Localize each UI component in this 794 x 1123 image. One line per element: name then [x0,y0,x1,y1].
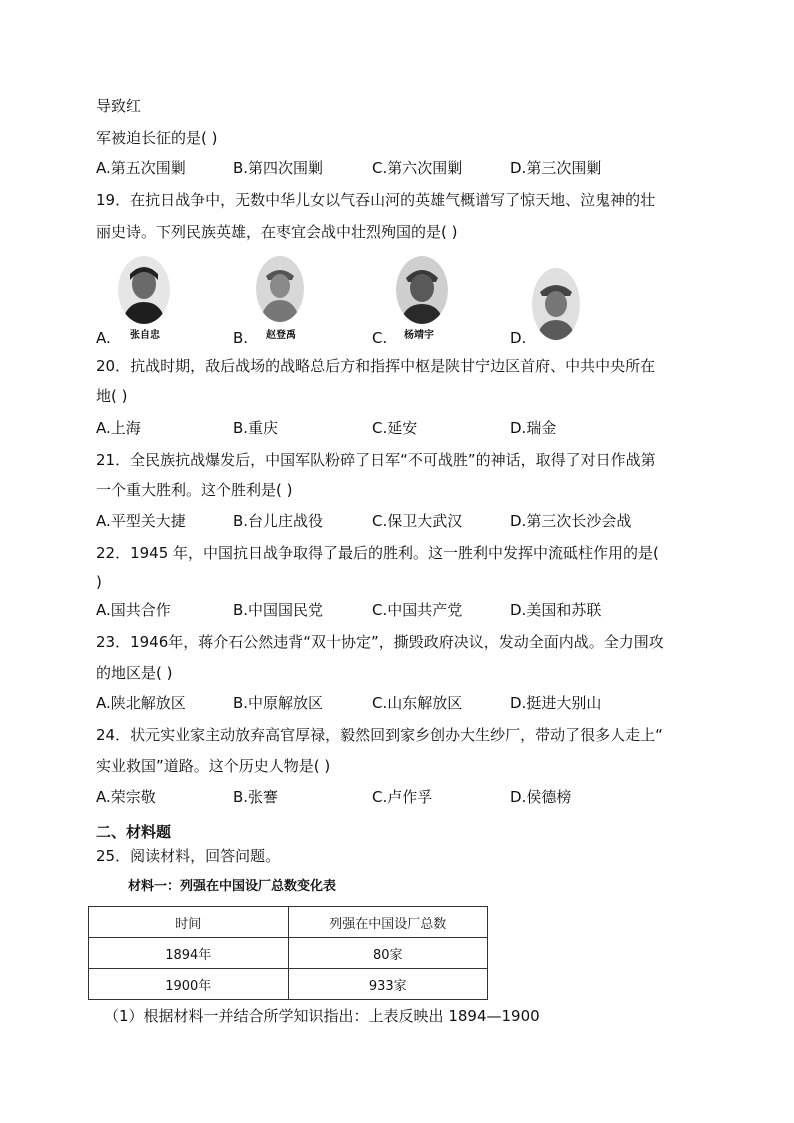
q22-options [96,600,696,620]
factory-count-table [88,906,488,1000]
q19-option-a[interactable]: A. [96,329,111,347]
q20-options [96,418,696,438]
q21-option-c[interactable]: C.保卫大武汉 [372,512,463,530]
q19-text-line2: 丽史诗。下列民族英雄，在枣宜会战中壮烈殉国的是( ) [96,223,458,241]
q18-options [96,158,696,178]
q23-text-line1: 23．1946年，蒋介石公然违背“双十协定”，撕毁政府决议，发动全面内战。全力围攻 [96,633,664,651]
portrait-zhao-dengyu [256,256,304,322]
q20-option-b[interactable]: B.重庆 [233,419,279,437]
q18-option-b[interactable]: B.第四次围剿 [233,159,324,177]
caption-c: 杨靖宇 [404,330,434,341]
portrait-zhang-zizhong [118,256,170,324]
q23-option-c[interactable]: C.山东解放区 [372,694,463,712]
q22-option-d[interactable]: D.美国和苏联 [510,601,602,619]
q25-intro: 25．阅读材料，回答问题。 [96,847,281,865]
table-cell-count: 933家 [288,969,487,1000]
table-cell-year: 1894年 [89,938,289,969]
q24-option-d[interactable]: D.侯德榜 [510,788,572,806]
table-row [89,938,488,969]
q23-option-b[interactable]: B.中原解放区 [233,694,324,712]
q24-options [96,787,696,807]
caption-b: 赵登禹 [266,330,296,341]
q21-text-line2: 一个重大胜利。这个胜利是( ) [96,481,293,499]
q18-text-line2: 军被迫长征的是( ) [96,129,218,147]
q19-text-line1: 19．在抗日战争中，无数中华儿女以气吞山河的英雄气概谱写了惊天地、泣鬼神的壮 [96,191,656,209]
q18-option-c[interactable]: C.第六次围剿 [372,159,463,177]
q21-option-a[interactable]: A.平型关大捷 [96,512,186,530]
q20-text-line2: 地( ) [96,387,128,405]
q20-option-a[interactable]: A.上海 [96,419,141,437]
section-heading: 二、材料题 [96,823,172,841]
table-header-count: 列强在中国设厂总数 [288,907,487,938]
q24-option-b[interactable]: B.张謇 [233,788,279,806]
q22-option-a[interactable]: A.国共合作 [96,601,171,619]
q18-option-d[interactable]: D.第三次围剿 [510,159,602,177]
table-cell-year: 1900年 [89,969,289,1000]
q22-text-line1: 22．1945 年，中国抗日战争取得了最后的胜利。这一胜利中发挥中流砥柱作用的是( [96,544,659,562]
q25-sub-question-1: （1）根据材料一并结合所学知识指出：上表反映出 1894—1900 [104,1007,540,1025]
caption-a: 张自忠 [130,330,160,341]
q20-text-line1: 20．抗战时期，敌后战场的战略总后方和指挥中枢是陕甘宁边区首府、中共中央所在 [96,357,656,375]
q20-option-c[interactable]: C.延安 [372,419,418,437]
q24-option-c[interactable]: C.卢作孚 [372,788,433,806]
q19-option-d[interactable]: D. [510,329,527,347]
q21-text-line1: 21．全民族抗战爆发后，中国军队粉碎了日军“不可战胜”的神话，取得了对日作战第 [96,451,656,469]
table-cell-count: 80家 [288,938,487,969]
portrait-yang-jingyu [396,256,448,324]
q22-text-line2: ) [96,573,102,591]
q19-option-c[interactable]: C. [372,329,388,347]
q21-option-d[interactable]: D.第三次长沙会战 [510,512,632,530]
q23-text-line2: 的地区是( ) [96,664,173,682]
q18-option-a[interactable]: A.第五次围剿 [96,159,186,177]
q23-option-d[interactable]: D.挺进大别山 [510,694,602,712]
table-row [89,969,488,1000]
material1-caption: 材料一：列强在中国设厂总数变化表 [128,879,337,894]
q23-option-a[interactable]: A.陕北解放区 [96,694,186,712]
q18-text-line1: 导致红 [96,97,142,115]
q21-options [96,511,696,531]
q24-text-line1: 24．状元实业家主动放弃高官厚禄，毅然回到家乡创办大生纱厂，带动了很多人走上“ [96,726,663,744]
q20-option-d[interactable]: D.瑞金 [510,419,557,437]
q22-option-b[interactable]: B.中国国民党 [233,601,324,619]
q24-option-a[interactable]: A.荣宗敬 [96,788,156,806]
q22-option-c[interactable]: C.中国共产党 [372,601,463,619]
portrait-d [532,268,580,340]
table-header-row [89,907,488,938]
q24-text-line2: 实业救国”道路。这个历史人物是( ) [96,757,331,775]
q23-options [96,693,696,713]
q19-option-b[interactable]: B. [233,329,249,347]
table-header-time: 时间 [89,907,289,938]
q21-option-b[interactable]: B.台儿庄战役 [233,512,324,530]
